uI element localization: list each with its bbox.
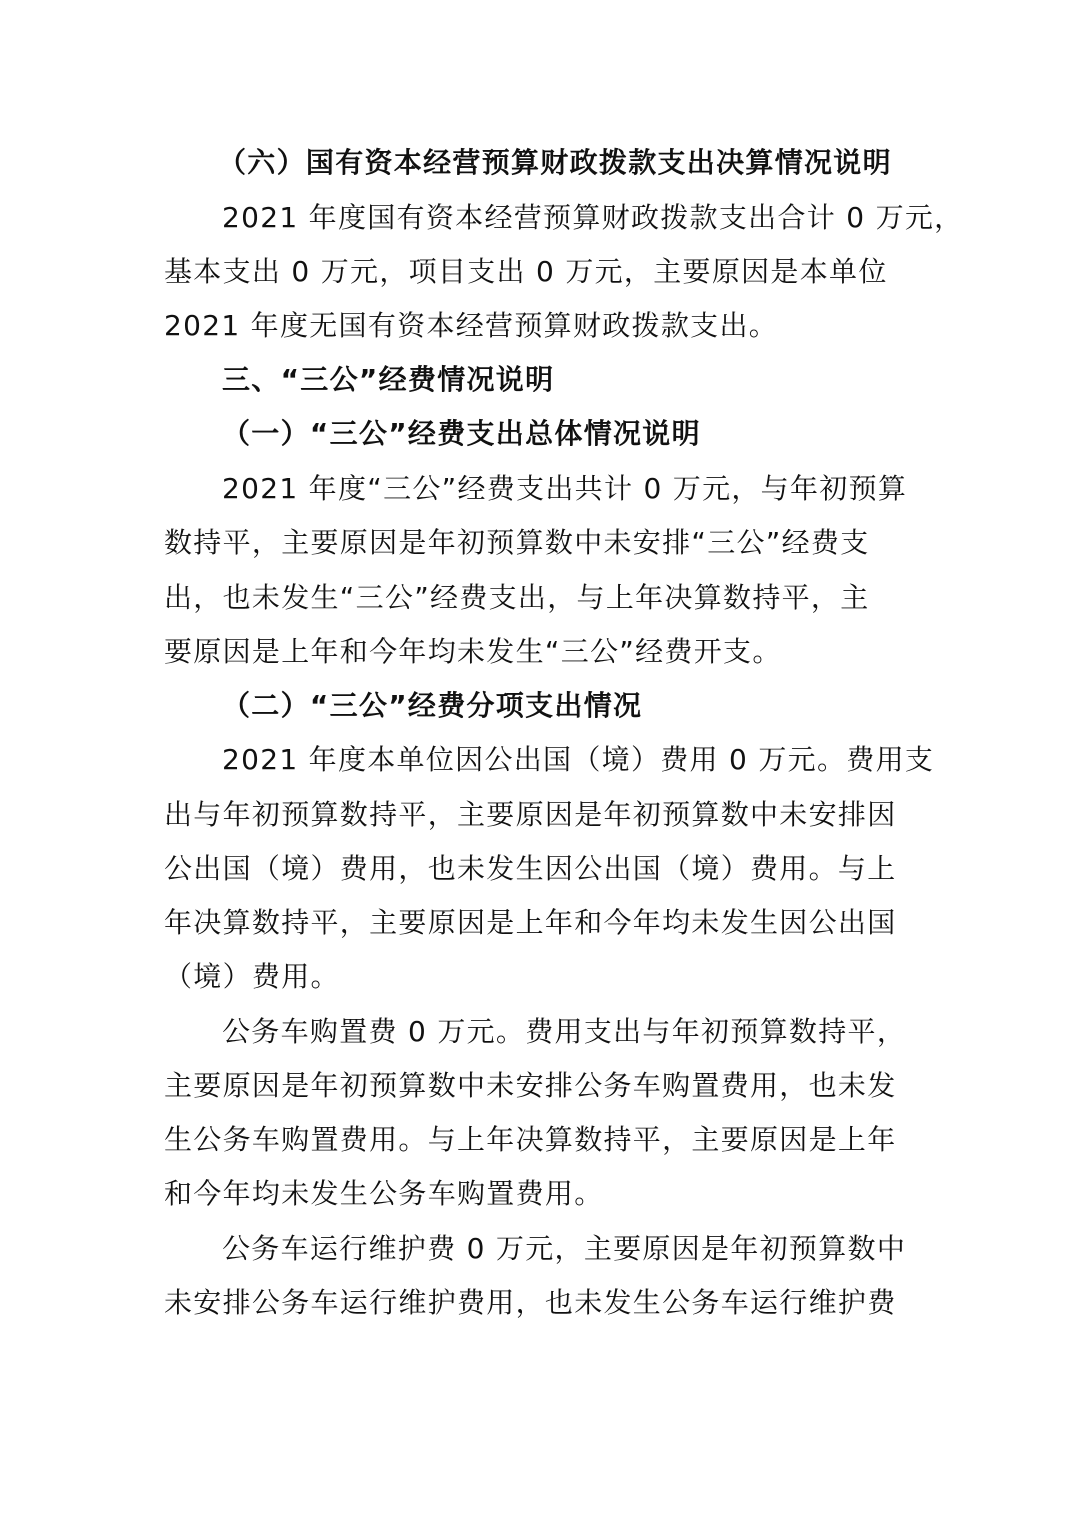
sub2-paragraph1-line-5: （境）费用。 xyxy=(164,960,340,993)
sub1-paragraph-line-3: 出，也未发生“三公”经费支出，与上年决算数持平，主 xyxy=(164,581,870,614)
section6-paragraph-line-3: 2021 年度无国有资本经营预算财政拨款支出。 xyxy=(164,309,779,342)
section6-paragraph-line-1: 2021 年度国有资本经营预算财政拨款支出合计 0 万元， xyxy=(222,201,964,234)
sub2-paragraph1-line-4: 年决算数持平，主要原因是上年和今年均未发生因公出国 xyxy=(164,906,897,939)
sub2-paragraph3-line-2: 未安排公务车运行维护费用，也未发生公务车运行维护费 xyxy=(164,1286,897,1319)
sub2-paragraph1-line-1: 2021 年度本单位因公出国（境）费用 0 万元。费用支 xyxy=(222,743,935,776)
section6-heading: （六）国有资本经营预算财政拨款支出决算情况说明 xyxy=(218,146,892,179)
sub2-paragraph1-line-3: 公出国（境）费用，也未发生因公出国（境）费用。与上 xyxy=(164,852,897,885)
sub2-paragraph1-line-2: 出与年初预算数持平，主要原因是年初预算数中未安排因 xyxy=(164,798,897,831)
sub2-paragraph2-line-4: 和今年均未发生公务车购置费用。 xyxy=(164,1177,604,1210)
sub1-heading: （一）“三公”经费支出总体情况说明 xyxy=(222,417,701,450)
sub2-paragraph2-line-1: 公务车购置费 0 万元。费用支出与年初预算数持平， xyxy=(222,1015,907,1048)
sub1-paragraph-line-2: 数持平，主要原因是年初预算数中未安排“三公”经费支 xyxy=(164,526,870,559)
sub2-heading: （二）“三公”经费分项支出情况 xyxy=(222,689,643,722)
sub2-paragraph2-line-3: 生公务车购置费用。与上年决算数持平，主要原因是上年 xyxy=(164,1123,897,1156)
sub2-paragraph3-line-1: 公务车运行维护费 0 万元，主要原因是年初预算数中 xyxy=(222,1232,907,1265)
sub1-paragraph-line-1: 2021 年度“三公”经费支出共计 0 万元，与年初预算 xyxy=(222,472,908,505)
part3-heading: 三、“三公”经费情况说明 xyxy=(222,363,555,396)
sub1-paragraph-line-4: 要原因是上年和今年均未发生“三公”经费开支。 xyxy=(164,635,782,668)
section6-paragraph-line-2: 基本支出 0 万元，项目支出 0 万元，主要原因是本单位 xyxy=(164,255,888,288)
sub2-paragraph2-line-2: 主要原因是年初预算数中未安排公务车购置费用，也未发 xyxy=(164,1069,897,1102)
